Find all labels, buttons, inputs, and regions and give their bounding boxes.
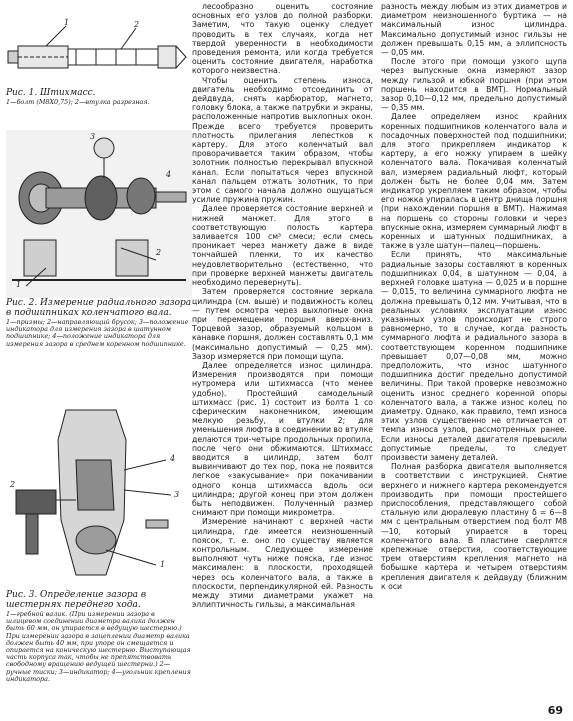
figure-2-label-1: 1 [16,280,22,289]
figure-2-label-4: 4 [166,170,172,179]
figure-2-label-2: 2 [156,248,162,257]
figure-1-title: Рис. 1. Штихмасс. [6,88,96,98]
paragraph: После этого при помощи узкого щупа через выпускные окна измеряют зазор между гильзой и юбкой поршня (при этом поршень находится в ВМТ). Нормальный зазор 0,10—0,12 мм, предельно допустимый — 0,35 мм. [381,57,567,113]
paragraph: Полная разборка двигателя выполняется в соответствии с инструкцией. Снятие верхнего и нижнего картера рекомендуется производить при помощи простейшего приспособления, представляющего собой стальную или дюралевую пластину δ = 6—8 мм с центральным отверстием под болт М8—10, который упирается в торец коленчатого вала. В пластине сверлятся крепежные отверстия, соответствующие трем отверстиям крепления магнето на бобышке картера и четырем отверстиям крепления двигателя к дейдвуду (ближним к оси [381,462,567,591]
figure-2-legend: 1—призмы; 2—направляющий брусок; 3—положение индикатора для измерения зазора в шатунном подшипнике; 4—положение индикатора для измерения зазора в среднем коренном подшипнике. [6,318,189,348]
figure-2-drawing [6,130,192,298]
paragraph: лесообразно оценить состояние основных его узлов до полной разборки. Заметим, что такую оценку следует проводить в тех случаях, когда нет твердой уверенности в необходимости проведения ремонта, или когда требуется оценить состояние двигателя, наработка которого неизвестна. [192,2,373,76]
text-column-2 [381,2,567,692]
figure-3-label-1: 1 [160,560,166,569]
figure-1-label-1: 1 [64,18,70,27]
figure-3-label-3: 3 [174,490,180,499]
figure-2 [6,130,192,348]
figure-2-label-3: 3 [90,132,96,141]
figure-2-title: Рис. 2. Измерение радиального зазора в подшипниках коленчатого вала. [6,298,192,318]
page-number: 69 [547,704,563,717]
paragraph: Далее определяется износ цилиндра. Измерения производятся при помощи нутромера или штихмасса (что менее удобно). Простейший самодельный штихмасс (рис. 1) состоит из болта 1 со сферическим наконечником, имеющим мелкую резьбу, и втулки 2; для уменьшения люфта в соединении во втулке делаются три-четыре продольных пропила, после чего они обжимаются. Штихмасс вводится в цилиндр, затем болт вывинчивают до тех пор, пока не появится легкое «закусывание» при покачивании одного конца штихмасса вдоль оси цилиндра; другой конец при этом должен быть неподвижен. Полученный размер снимают при помощи микрометра. [192,360,373,518]
paragraph: Затем проверяется состояние зеркала цилиндра (см. выше) и подвижность колец — путем осмотра через выхлопные окна при перемещении поршня вверх-вниз. Торцевой зазор, образуемый кольцом в канавке поршня, должен составлять 0,1 мм (максимально допустимый — 0,25 мм). Зазор измеряется при помощи щупа. [192,287,373,361]
figure-1-legend: 1—болт (М8Х0,75); 2—втулка разрезная. [6,98,150,106]
paragraph: Далее проверяется состояние верхней и нижней манжет. Для этого в соответствующую полость картера заливается 100 см³ смеси; если смесь проникает через манжету даже в виде тончайшей пленки, то их качество неудовлетворительно (естественно, что при проверке верхней манжеты двигатель необходимо перевернуть). [192,204,373,288]
text-column-1 [192,2,373,692]
figure-3-title: Рис. 3. Определение зазора в шестернях переднего хода. [6,590,147,610]
figure-3 [6,400,192,683]
figure-1 [6,6,192,106]
figure-3-legend: 1—гребной валик. (При измерении зазора в шлицевом соединении диаметра валика должен быть 60 мм, он упирается в ведущую шестерню.) При измерении зазора в зацеплении диаметр валика должен быть 40 мм, при упоре он смещается и опирается на коническую шестерню. Выступающая часть корпуса так, чтобы не препятствовать свободному вращению ведущей шестерни.) 2—ручные тиски; 3—индикатор; 4—угольник крепления индикатора. [6,610,191,683]
figure-3-label-4: 4 [170,454,176,463]
figure-1-label-2: 2 [134,20,140,29]
figures-column [6,0,192,721]
figure-1-drawing [6,6,192,88]
paragraph: Если принять, что максимальные радиальные зазоры составляют в коренных подшипниках 0,04, в шатунном — 0,04, а верхней головке шатуна — 0,025 и в поршне — 0,015, то величина суммарного люфта не должна превышать 0,12 мм. Учитывая, что в реальных условиях эксплуатации износ указанных узлов происходит не строго равномерно, то в случае, когда разность суммарного люфта и радиального зазора в соответствующем коренном подшипнике превышает 0,07—0,08 мм, можно предположить, что износ шатунного подшипника достиг предельно допустимой величины. При такой проверке невозможно оценить износ среднего коренной опоры коленчатого вала, а также износ колец по диаметру. Однако, как правило, темп износа этих узлов существенно не отличается от темпа износа узлов, рассмотренных ранее. Если износы деталей двигателя превысили допустимые пределы, то следует произвести замену деталей. [381,250,567,462]
paragraph: Далее определяем износ крайних коренных подшипников коленчатого вала и посадочных поверхностей под подшипники; для этого прикрепляем индикатор к картеру, а его ножку упираем в шейку коленчатого вала. Покачивая коленчатый вал, измеряем радиальный люфт, который должен быть не более 0,04 мм. Затем индикатор укрепляем таким образом, чтобы его ножка упиралась в центр днища поршня (при нахождении поршня в ВМТ). Нажимая на поршень со стороны головки и через впускные окна, измеряем суммарный люфт в коренных и шатунных подшипниках, а также в узле шатун—палец—поршень. [381,112,567,251]
paragraph: Измерение начинают с верхней части цилиндра, где имеется неизношенный поясок, т. е. оно по существу является контрольным. Следующее измерение выполняют чуть ниже пояска, где износ максимален: в плоскости, проходящей через ось коленчатого вала, а также в плоскости, перпендикулярной ей. Разность между этими диаметрами укажет на эллиптичность гильзы, а максимальная [192,517,373,610]
paragraph: Чтобы оценить степень износа, двигатель необходимо отсоединить от дейдвуда, снять карбюратор, магнето, головку блока, а также патрубки и экраны, расположенные напротив выхлопных окон. Прежде всего требуется проверить плотность прилегания лепестков к картеру. Для этого коленчатый вал проворачивается таким образом, чтобы золотник полностью перекрывал впускной канал. Если попытаться через впускной канал пальцем отжать золотник, то при этом с самого начала должно ощущаться усилие пружина пружин. [192,75,373,205]
paragraph: разность между любым из этих диаметров и диаметром неизношенного буртика — на максимальный износ цилиндра. Максимально допустимый износ гильзы не должен превышать 0,15 мм, а эллипсность — 0,05 мм. [381,2,567,58]
figure-3-label-2: 2 [10,480,16,489]
